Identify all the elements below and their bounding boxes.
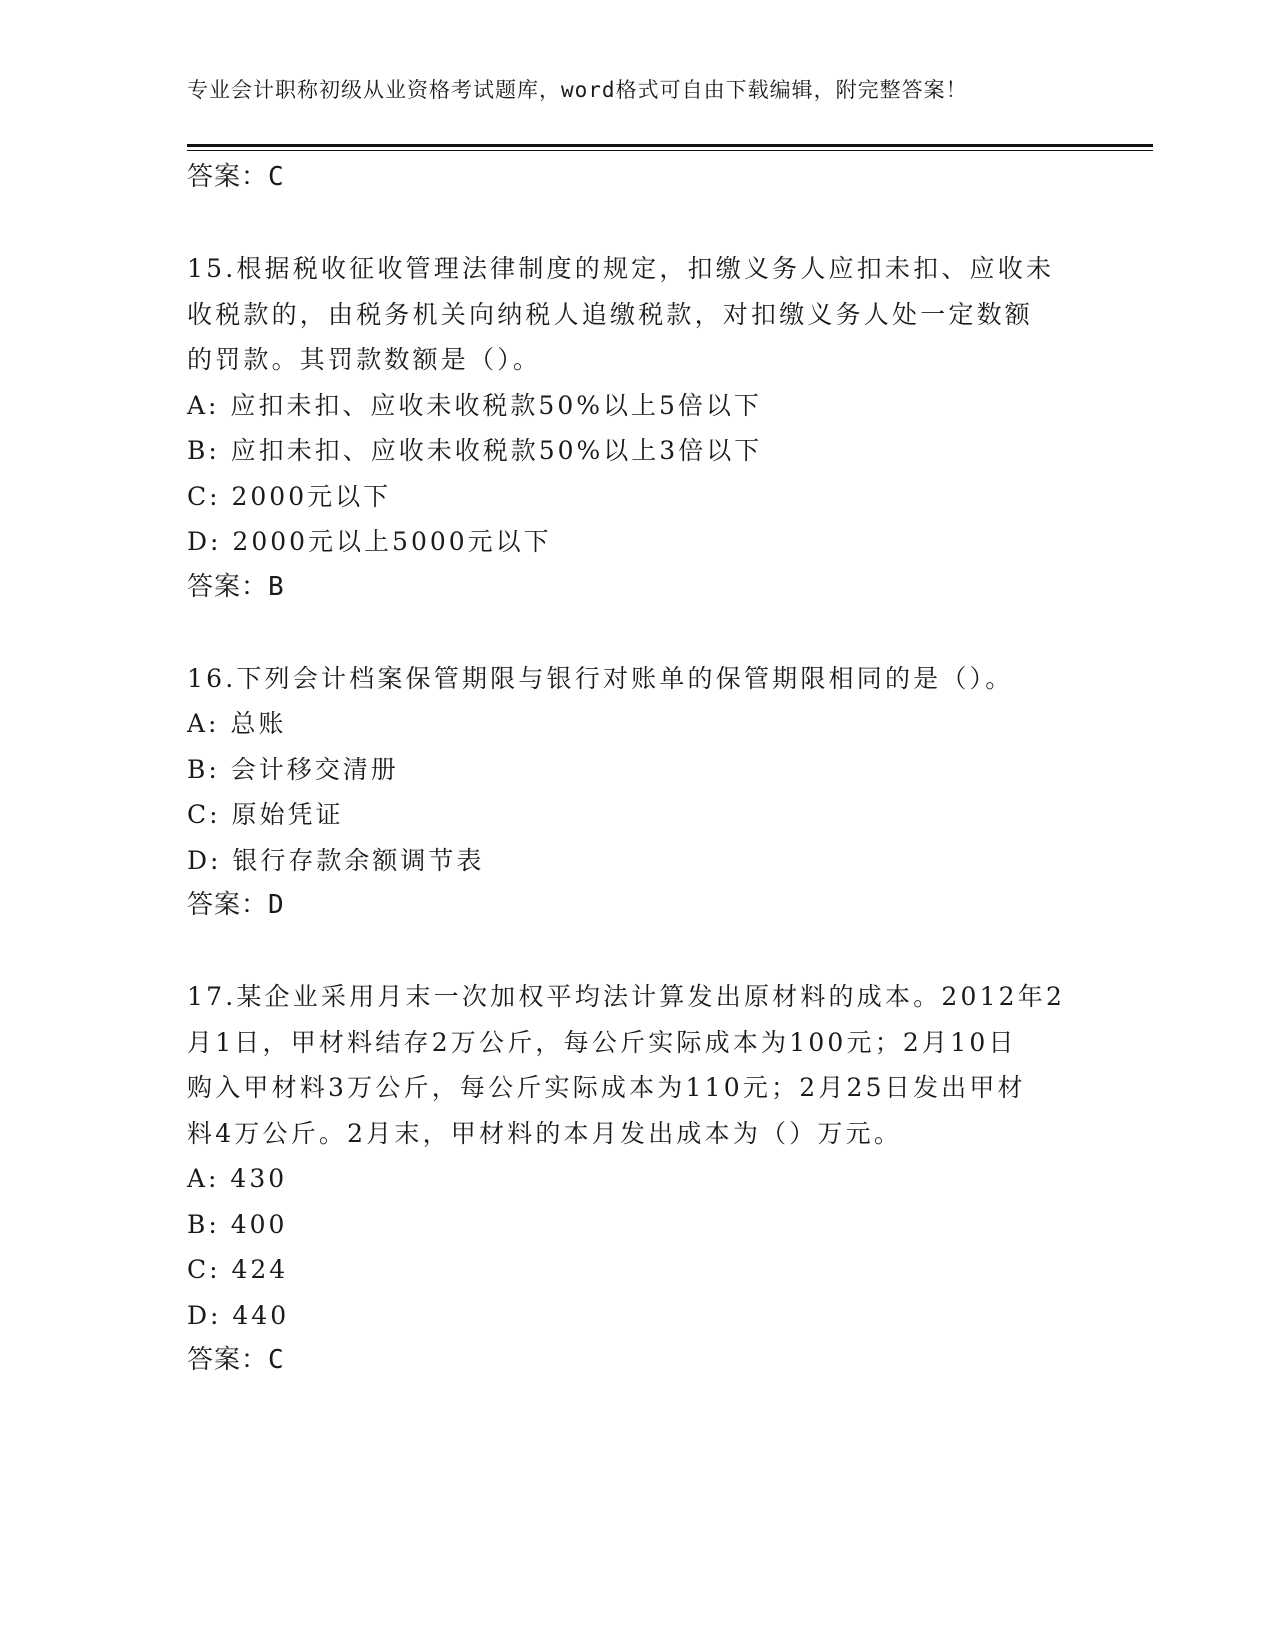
option-a: A: 总账 <box>187 709 287 738</box>
question-15 <box>187 246 1087 610</box>
option-b: B: 会计移交清册 <box>187 754 399 784</box>
question-17 <box>187 974 1087 1384</box>
question-stem-line: 购入甲材料3万公斤，每公斤实际成本为110元；2月25日发出甲材 <box>187 1073 1026 1102</box>
question-stem-line: 15.根据税收征收管理法律制度的规定，扣缴义务人应扣未扣、应收未 <box>187 254 1055 283</box>
answer-line: 答案：B <box>187 571 285 602</box>
answer-line: 答案：D <box>187 890 285 920</box>
option-b: B: 应扣未扣、应收未收税款50%以上3倍以下 <box>187 436 763 465</box>
option-c: C: 424 <box>187 1255 289 1284</box>
option-a: A: 应扣未扣、应收未收税款50%以上5倍以下 <box>187 390 762 420</box>
option-c: C: 2000元以下 <box>187 481 392 511</box>
option-d: D: 440 <box>187 1300 290 1330</box>
option-c: C: 原始凭证 <box>187 800 344 829</box>
answer-line: 答案：C <box>187 162 285 192</box>
document-body <box>187 155 1087 1384</box>
header-divider-thin <box>187 150 1153 151</box>
header-divider <box>187 144 1153 147</box>
question-stem-line: 16.下列会计档案保管期限与银行对账单的保管期限相同的是（）。 <box>187 663 1014 693</box>
option-d: D: 银行存款余额调节表 <box>187 845 485 875</box>
question-stem-line: 17.某企业采用月末一次加权平均法计算发出原材料的成本。2012年2 <box>187 982 1066 1011</box>
question-stem-line: 的罚款。其罚款数额是（）。 <box>187 345 542 374</box>
option-d: D: 2000元以上5000元以下 <box>187 527 552 556</box>
option-a: A: 430 <box>187 1164 288 1193</box>
question-stem-line: 月1日，甲材料结存2万公斤，每公斤实际成本为100元；2月10日 <box>187 1027 1017 1057</box>
page-header: 专业会计职称初级从业资格考试题库，word格式可自由下载编辑，附完整答案！ <box>187 78 968 102</box>
question-16 <box>187 656 1087 929</box>
option-b: B: 400 <box>187 1209 288 1239</box>
answer-line: 答案：C <box>187 1345 285 1375</box>
question-stem-line: 收税款的，由税务机关向纳税人追缴税款，对扣缴义务人处一定数额 <box>187 299 1034 329</box>
question-stem-line: 料4万公斤。2月末，甲材料的本月发出成本为（）万元。 <box>187 1118 903 1148</box>
